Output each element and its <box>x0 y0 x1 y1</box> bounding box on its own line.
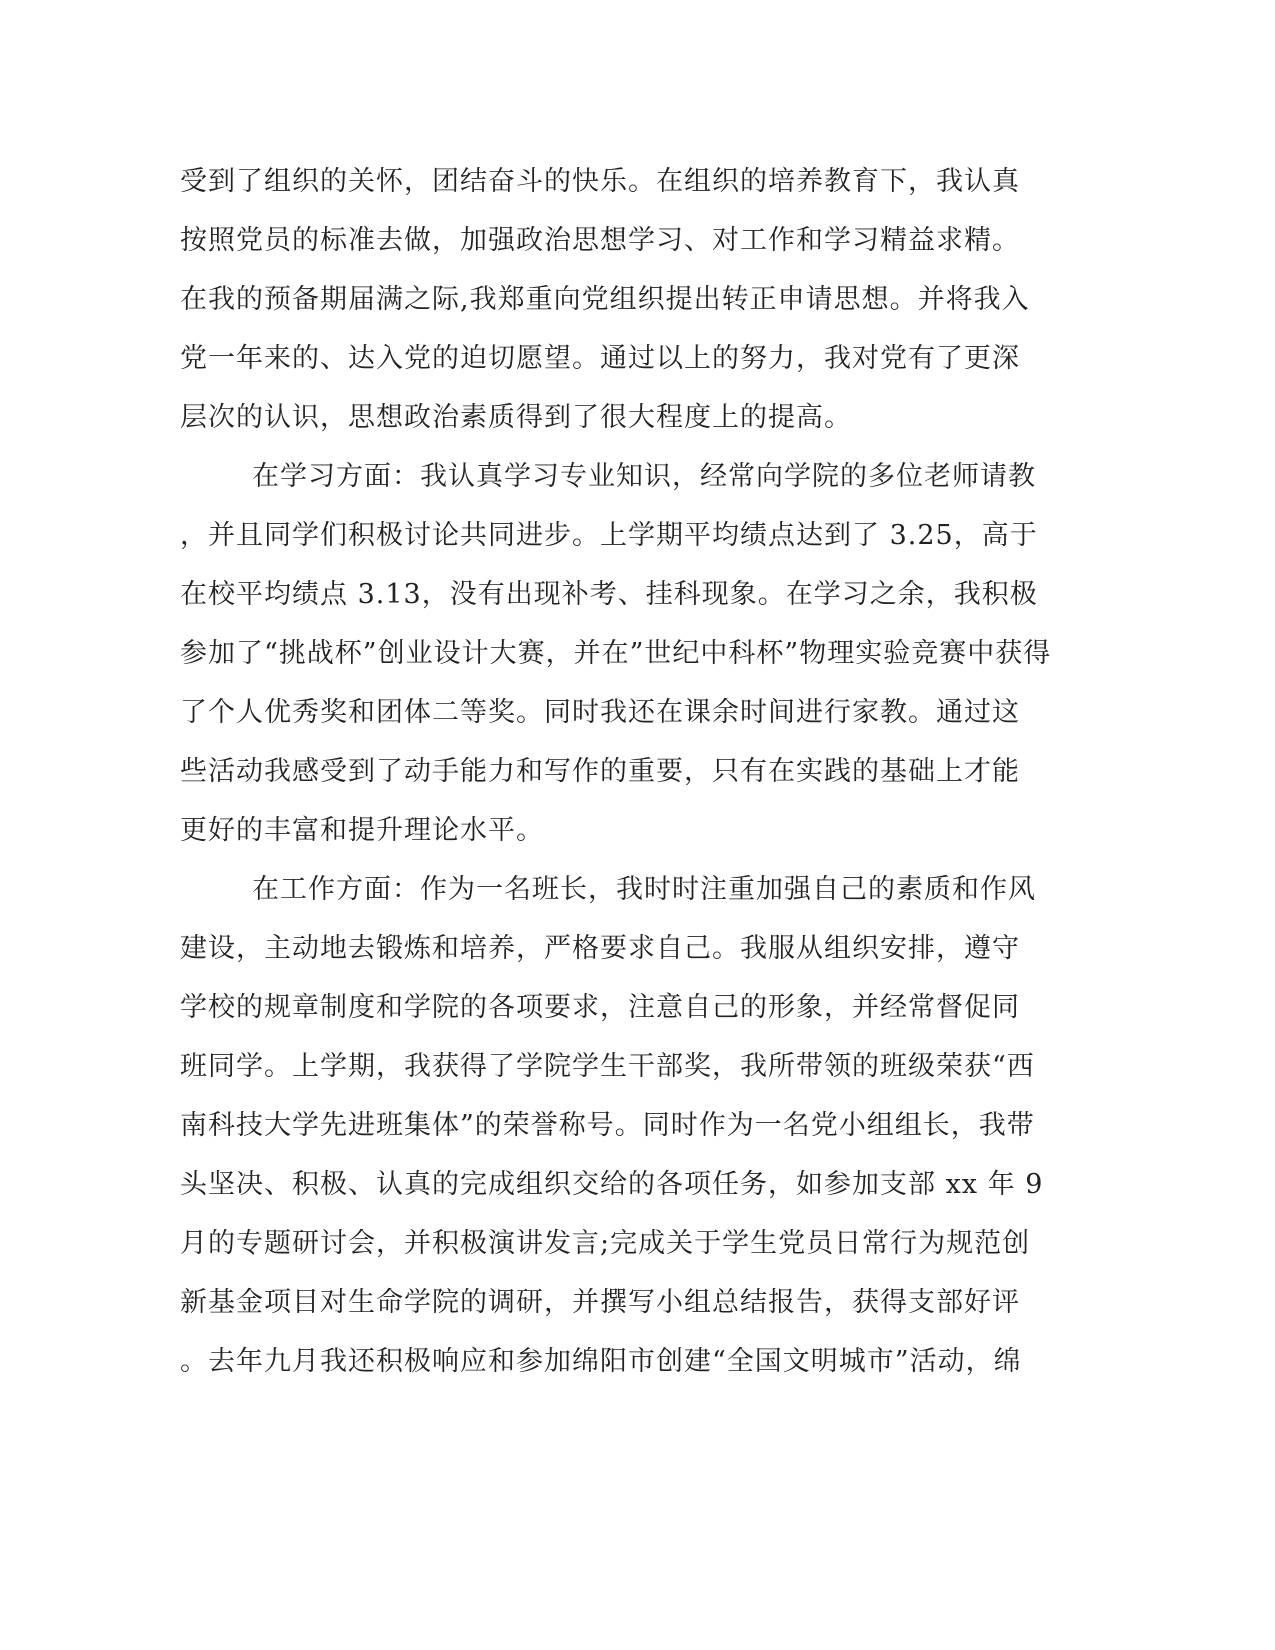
text-line: 在学习方面：我认真学习专业知识，经常向学院的多位老师请教 <box>252 461 1036 492</box>
text-line: 头坚决、积极、认真的完成组织交给的各项任务，如参加支部 xx 年 9 <box>180 1169 1044 1200</box>
text-line: 月的专题研讨会，并积极演讲发言;完成关于学生党员日常行为规范创 <box>180 1228 1031 1259</box>
text-line: 参加了“挑战杯”创业设计大赛，并在”世纪中科杯”物理实验竞赛中获得 <box>180 638 1052 669</box>
text-line: 受到了组织的关怀，团结奋斗的快乐。在组织的培养教育下，我认真 <box>180 166 1020 197</box>
text-line: 在我的预备期届满之际,我郑重向党组织提出转正申请思想。并将我入 <box>180 284 1030 315</box>
text-line: 建设，主动地去锻炼和培养，严格要求自己。我服从组织安排，遵守 <box>180 933 1020 964</box>
document-body <box>180 152 1052 1391</box>
text-line: 在工作方面：作为一名班长，我时时注重加强自己的素质和作风 <box>252 874 1036 905</box>
text-line: 些活动我感受到了动手能力和写作的重要，只有在实践的基础上才能 <box>180 756 1020 787</box>
text-line: 新基金项目对生命学院的调研，并撰写小组总结报告，获得支部好评 <box>180 1287 1020 1318</box>
text-line: 了个人优秀奖和团体二等奖。同时我还在课余时间进行家教。通过这 <box>180 697 1020 728</box>
text-line: 。去年九月我还积极响应和参加绵阳市创建“全国文明城市”活动，绵 <box>180 1346 1022 1377</box>
text-line: 学校的规章制度和学院的各项要求，注意自己的形象，并经常督促同 <box>180 992 1020 1023</box>
text-line: ，并且同学们积极讨论共同进步。上学期平均绩点达到了 3.25，高于 <box>180 520 1038 551</box>
text-line: 在校平均绩点 3.13，没有出现补考、挂科现象。在学习之余，我积极 <box>180 579 1038 610</box>
text-line: 党一年来的、达入党的迫切愿望。通过以上的努力，我对党有了更深 <box>180 343 1020 374</box>
text-line: 层次的认识，思想政治素质得到了很大程度上的提高。 <box>180 402 852 433</box>
text-line: 班同学。上学期，我获得了学院学生干部奖，我所带领的班级荣获“西 <box>180 1051 1035 1082</box>
text-line: 更好的丰富和提升理论水平。 <box>180 815 544 846</box>
text-line: 南科技大学先进班集体”的荣誉称号。同时作为一名党小组组长，我带 <box>180 1110 1035 1141</box>
text-line: 按照党员的标准去做，加强政治思想学习、对工作和学习精益求精。 <box>180 225 1020 256</box>
